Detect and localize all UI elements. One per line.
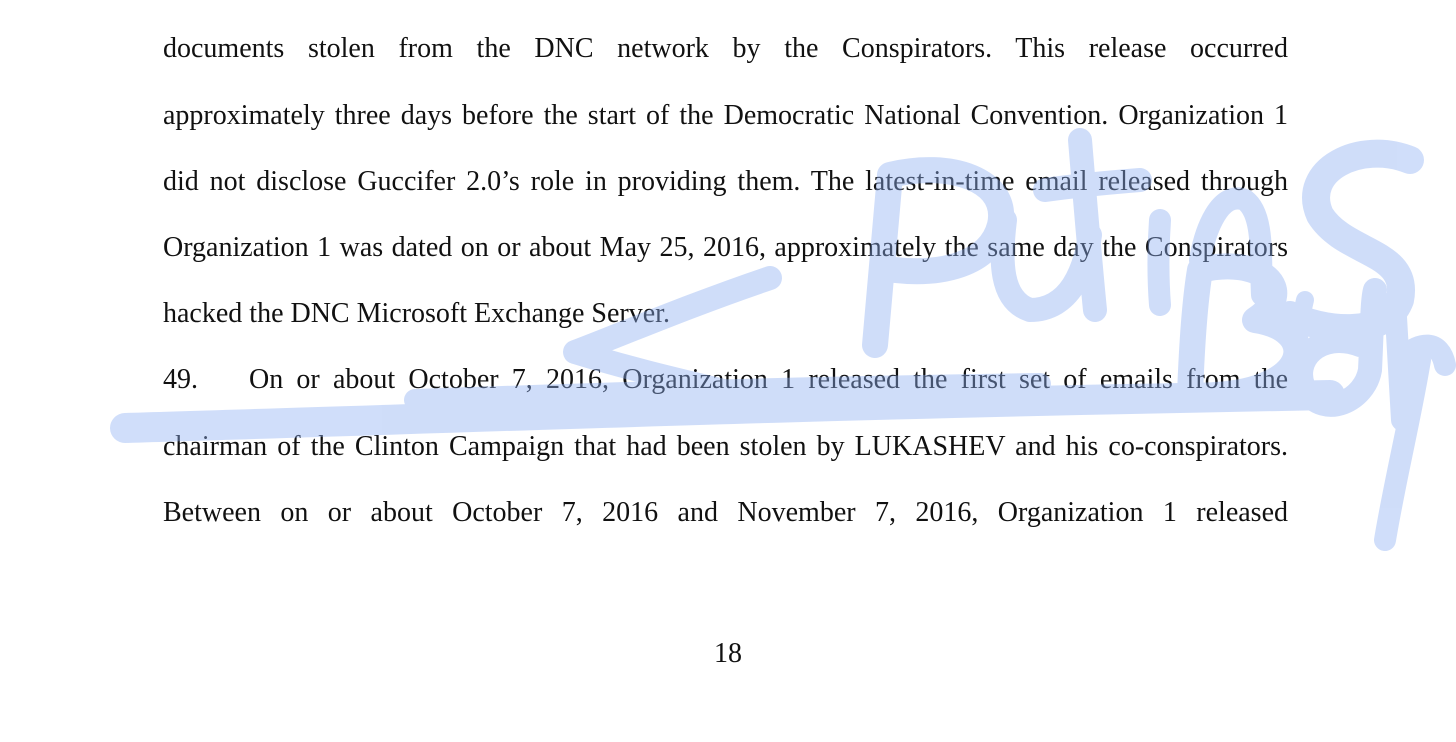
scribble-letter-s [1290,154,1410,328]
text-line: did not disclose Guccifer 2.0’s role in providing them. The latest-in-time email released through [163,166,1288,197]
scribble-small-stroke [1299,300,1305,355]
scribble-letter-d [1301,290,1375,405]
scribble-letter-h [1395,300,1445,420]
scribble-long-down-stroke [1385,360,1420,540]
paragraph-49-first-line [163,360,1288,400]
text-line: Organization 1 was dated on or about May 25, 2016, approximately the same day the Conspirators [163,232,1288,263]
paragraph-text: On or about October 7, 2016, Organization 1 released the first set of emails from the [249,364,1288,395]
text-line: hacked the DNC Microsoft Exchange Server. [163,298,670,329]
page-number: 18 [714,638,742,669]
text-line: Between on or about October 7, 2016 and November 7, 2016, Organization 1 released [163,497,1288,528]
text-line: approximately three days before the start of the Democratic National Convention. Organization 1 [163,100,1288,131]
text-line: documents stolen from the DNC network by the Conspirators. This release occurred [163,33,1288,64]
paragraph-number: 49. [163,364,198,395]
text-line: chairman of the Clinton Campaign that had been stolen by LUKASHEV and his co-conspirators. [163,431,1288,462]
